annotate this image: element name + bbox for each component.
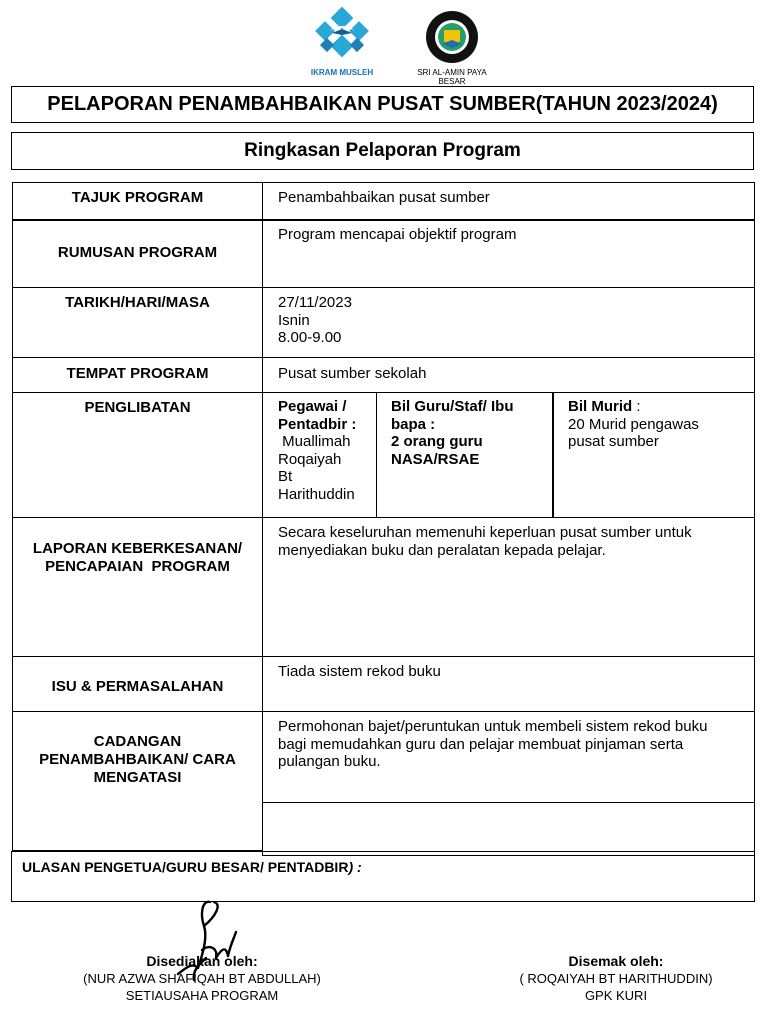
pegawai-name-1: Muallimah: [278, 433, 351, 450]
tempat-label: TEMPAT PROGRAM: [66, 365, 209, 382]
laporan-line-2: menyediakan buku dan peralatan kepada pelajar.: [278, 541, 606, 559]
checked-by-heading: Disemak oleh:: [568, 953, 664, 969]
logo-caption-right: SRI AL-AMIN PAYA BESAR: [417, 68, 487, 86]
row-divider: [12, 392, 755, 393]
tarikh-value: [278, 294, 352, 347]
isu-label: ISU & PERMASALAHAN: [51, 678, 224, 695]
row-divider: [12, 357, 755, 358]
murid-heading: Bil Murid: [568, 398, 633, 415]
row-divider: [12, 517, 755, 518]
sri-al-amin-logo: [404, 10, 500, 86]
pegawai-name-3: Bt: [278, 468, 293, 485]
row-divider: [12, 219, 755, 221]
logo-caption-left: IKRAM MUSLEH: [310, 68, 374, 77]
pegawai-cell: [278, 398, 356, 503]
tarikh-date: 27/11/2023: [278, 294, 352, 311]
tajuk-label: TAJUK PROGRAM: [71, 189, 204, 206]
laporan-label-1: LAPORAN KEBERKESANAN/: [32, 540, 243, 557]
pegawai-heading-2: Pentadbir :: [278, 415, 357, 433]
laporan-line-1: Secara keseluruhan memenuhi keperluan pusat sumber untuk: [278, 524, 692, 541]
ulasan-label: [22, 859, 362, 875]
checked-by-block: [486, 953, 746, 1003]
page-title: PELAPORAN PENAMBAHBAIKAN PUSAT SUMBER(TAHUN 2023/2024): [11, 86, 754, 123]
column-divider: [552, 392, 554, 517]
cadangan-label: [13, 733, 262, 787]
laporan-value: [278, 524, 692, 559]
page-subtitle: Ringkasan Pelaporan Program: [11, 132, 754, 170]
murid-line-2: pusat sumber: [568, 433, 659, 450]
table-border-top: [12, 182, 755, 183]
pegawai-heading-1: Pegawai /: [278, 398, 347, 415]
row-divider: [12, 656, 755, 657]
column-divider: [376, 392, 377, 517]
cadangan-line-2: bagi memudahkan guru dan pelajar membuat pinjaman serta: [278, 735, 684, 753]
prepared-by-name: (NUR AZWA SHAFIQAH BT ABDULLAH): [83, 971, 321, 986]
guru-cell: [391, 398, 514, 468]
cadangan-label-3: MENGATASI: [93, 769, 182, 786]
laporan-label-2: PENCAPAIAN PROGRAM: [45, 558, 230, 575]
murid-colon: :: [632, 398, 641, 415]
ulasan-label-text: ULASAN PENGETUA/GURU BESAR/ PENTADBIR: [22, 859, 349, 875]
ulasan-suffix: ) :: [348, 859, 362, 875]
ikram-musleh-logo: [300, 0, 384, 86]
cadangan-label-2: PENAMBAHBAIKAN/ CARA: [39, 751, 236, 768]
checked-by-name: ( ROQAIYAH BT HARITHUDDIN): [519, 971, 713, 986]
tempat-value: Pusat sumber sekolah: [278, 365, 427, 382]
tarikh-label: TARIKH/HARI/MASA: [65, 294, 210, 311]
tarikh-day: Isnin: [278, 311, 310, 329]
prepared-by-heading: Disediakan oleh:: [146, 953, 258, 969]
rumusan-value: Program mencapai objektif program: [278, 226, 517, 243]
cadangan-value: [278, 718, 707, 771]
murid-cell: [568, 398, 699, 451]
checked-by-role: GPK KURI: [584, 988, 648, 1003]
row-divider: [262, 802, 755, 803]
pegawai-name-2: Roqaiyah: [278, 450, 342, 468]
row-divider: [12, 711, 755, 712]
tarikh-time: 8.00-9.00: [278, 329, 342, 346]
isu-value: Tiada sistem rekod buku: [278, 663, 441, 680]
ulasan-box: [11, 851, 755, 902]
column-divider: [262, 182, 263, 855]
guru-count: 2 orang guru: [391, 433, 483, 450]
pegawai-name-4: Harithuddin: [278, 485, 355, 503]
tajuk-value: Penambahbaikan pusat sumber: [278, 189, 490, 206]
murid-line-1: 20 Murid pengawas: [568, 415, 699, 433]
cadangan-line-1: Permohonan bajet/peruntukan untuk membeli sistem rekod buku: [278, 718, 708, 735]
cadangan-label-1: CADANGAN: [93, 733, 182, 750]
row-divider: [12, 287, 755, 288]
penglibatan-label: PENGLIBATAN: [84, 399, 191, 416]
cadangan-line-3: pulangan buku.: [278, 753, 381, 770]
guru-heading-1: Bil Guru/Staf/ Ibu: [391, 398, 514, 415]
guru-group: NASA/RSAE: [391, 450, 480, 468]
prepared-by-role: SETIAUSAHA PROGRAM: [125, 988, 279, 1003]
prepared-by-block: [62, 953, 342, 1003]
table-border-right: [754, 182, 755, 855]
laporan-label: [13, 540, 262, 576]
rumusan-label: RUMUSAN PROGRAM: [57, 244, 218, 261]
guru-heading-2: bapa :: [391, 415, 436, 433]
